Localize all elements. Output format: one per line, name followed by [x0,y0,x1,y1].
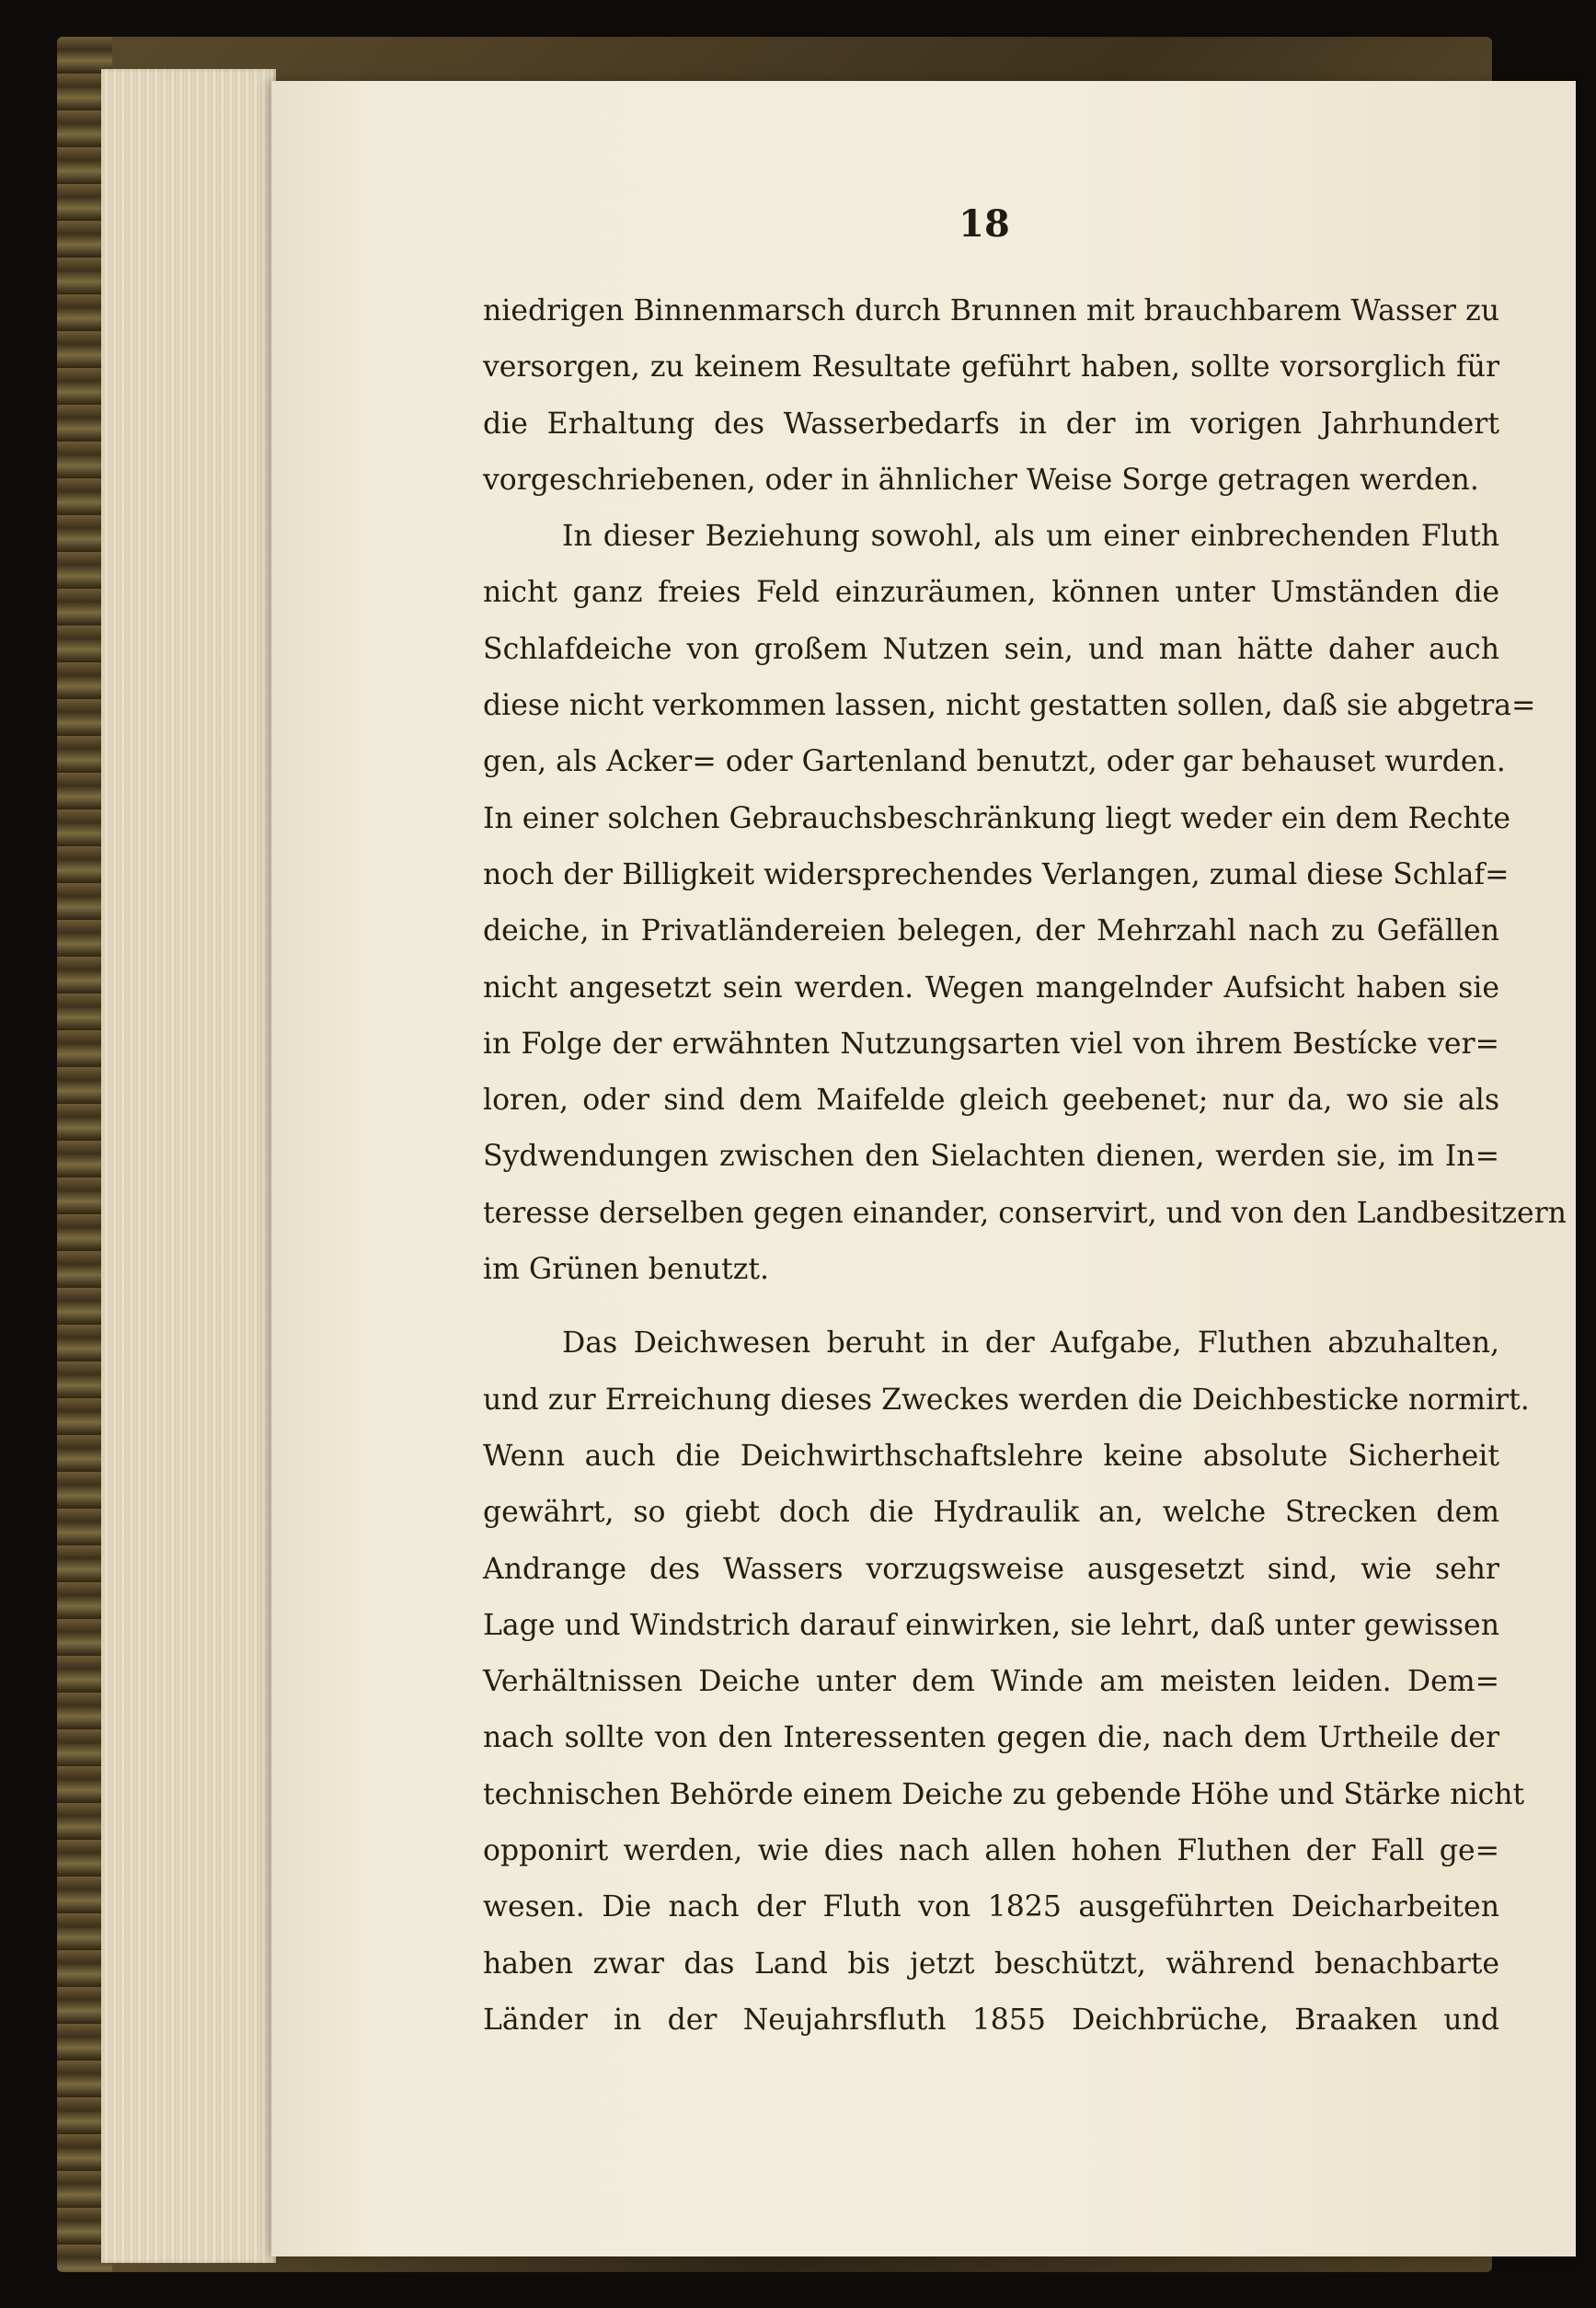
text-line: loren, oder sind dem Maifelde gleich geebenet; nur da, wo sie als [483,1084,1499,1118]
text-line: teresse derselben gegen einander, conservirt, und von den Landbesitzern [483,1196,1567,1230]
paragraph-gap [483,1298,1499,1315]
text-line: Andrange des Wassers vorzugsweise ausgesetzt sind, wie sehr [483,1552,1499,1586]
text-line: gewährt, so giebt doch die Hydraulik an, welche Strecken dem [483,1496,1499,1530]
text-line: Wenn auch die Deichwirthschaftslehre keine absolute Sicherheit [483,1439,1499,1473]
text-line: Länder in der Neujahrsfluth 1855 Deichbrüche, Braaken und [483,2003,1499,2037]
text-line: In einer solchen Gebrauchsbeschränkung liegt weder ein dem Rechte [483,801,1510,835]
text-line: nach sollte von den Interessenten gegen die, nach dem Urtheile der [483,1721,1499,1755]
text-line: versorgen, zu keinem Resultate geführt haben, sollte vorsorglich für [483,350,1499,385]
text-line: wesen. Die nach der Fluth von 1825 ausgeführten Deicharbeiten [483,1890,1499,1924]
text-line: niedrigen Binnenmarsch durch Brunnen mit brauchbarem Wasser zu [483,294,1499,327]
text-line: In dieser Beziehung sowohl, als um einer einbrechenden Fluth [562,520,1499,554]
text-line: Schlafdeiche von großem Nutzen sein, und man hätte daher auch [483,632,1499,666]
text-line: nicht ganz freies Feld einzuräumen, können unter Umständen die [483,576,1499,610]
text-line: im Grünen benutzt. [483,1253,770,1287]
text-line: in Folge der erwähnten Nutzungsarten viel von ihrem Bestícke ver= [483,1027,1499,1061]
text-line: technischen Behörde einem Deiche zu gebende Höhe und Stärke nicht [483,1777,1525,1811]
text-line: haben zwar das Land bis jetzt beschützt, während benachbarte [483,1946,1499,1981]
paragraph-2 [483,509,1567,1298]
page-edges [101,69,276,2263]
text-line: Das Deichwesen beruht in der Aufgabe, Fluthen abzuhalten, [562,1326,1499,1361]
text-line: die Erhaltung des Wasserbedarfs in der im vorigen Jahrhundert [483,407,1499,441]
text-line: vorgeschriebenen, oder in ähnlicher Weise Sorge getragen werden. [483,463,1479,497]
text-line: noch der Billigkeit widersprechendes Verlangen, zumal diese Schlaf= [483,857,1510,891]
text-line: Verhältnissen Deiche unter dem Winde am meisten leiden. Dem= [483,1665,1499,1699]
paragraph-1 [483,283,1499,509]
text-line: diese nicht verkommen lassen, nicht gestatten sollen, daß sie abgetra= [483,689,1536,723]
text-line: deiche, in Privatländereien belegen, der Mehrzahl nach zu Gefällen [483,914,1499,948]
text-line: Lage und Windstrich darauf einwirken, sie lehrt, daß unter gewissen [483,1608,1499,1642]
text-line: opponirt werden, wie dies nach allen hohen Fluthen der Fall ge= [483,1834,1499,1868]
text-line: gen, als Acker= oder Gartenland benutzt, oder gar behauset wurden. [483,745,1506,779]
body-text [483,283,1567,2049]
text-line: Sydwendungen zwischen den Sielachten dienen, werden sie, im In= [483,1140,1499,1174]
paragraph-3 [483,1315,1530,2049]
text-line: nicht angesetzt sein werden. Wegen mangelnder Aufsicht haben sie [483,970,1499,1005]
page-number: 18 [959,202,1010,246]
text-line: und zur Erreichung dieses Zweckes werden die Deichbesticke normirt. [483,1383,1530,1417]
